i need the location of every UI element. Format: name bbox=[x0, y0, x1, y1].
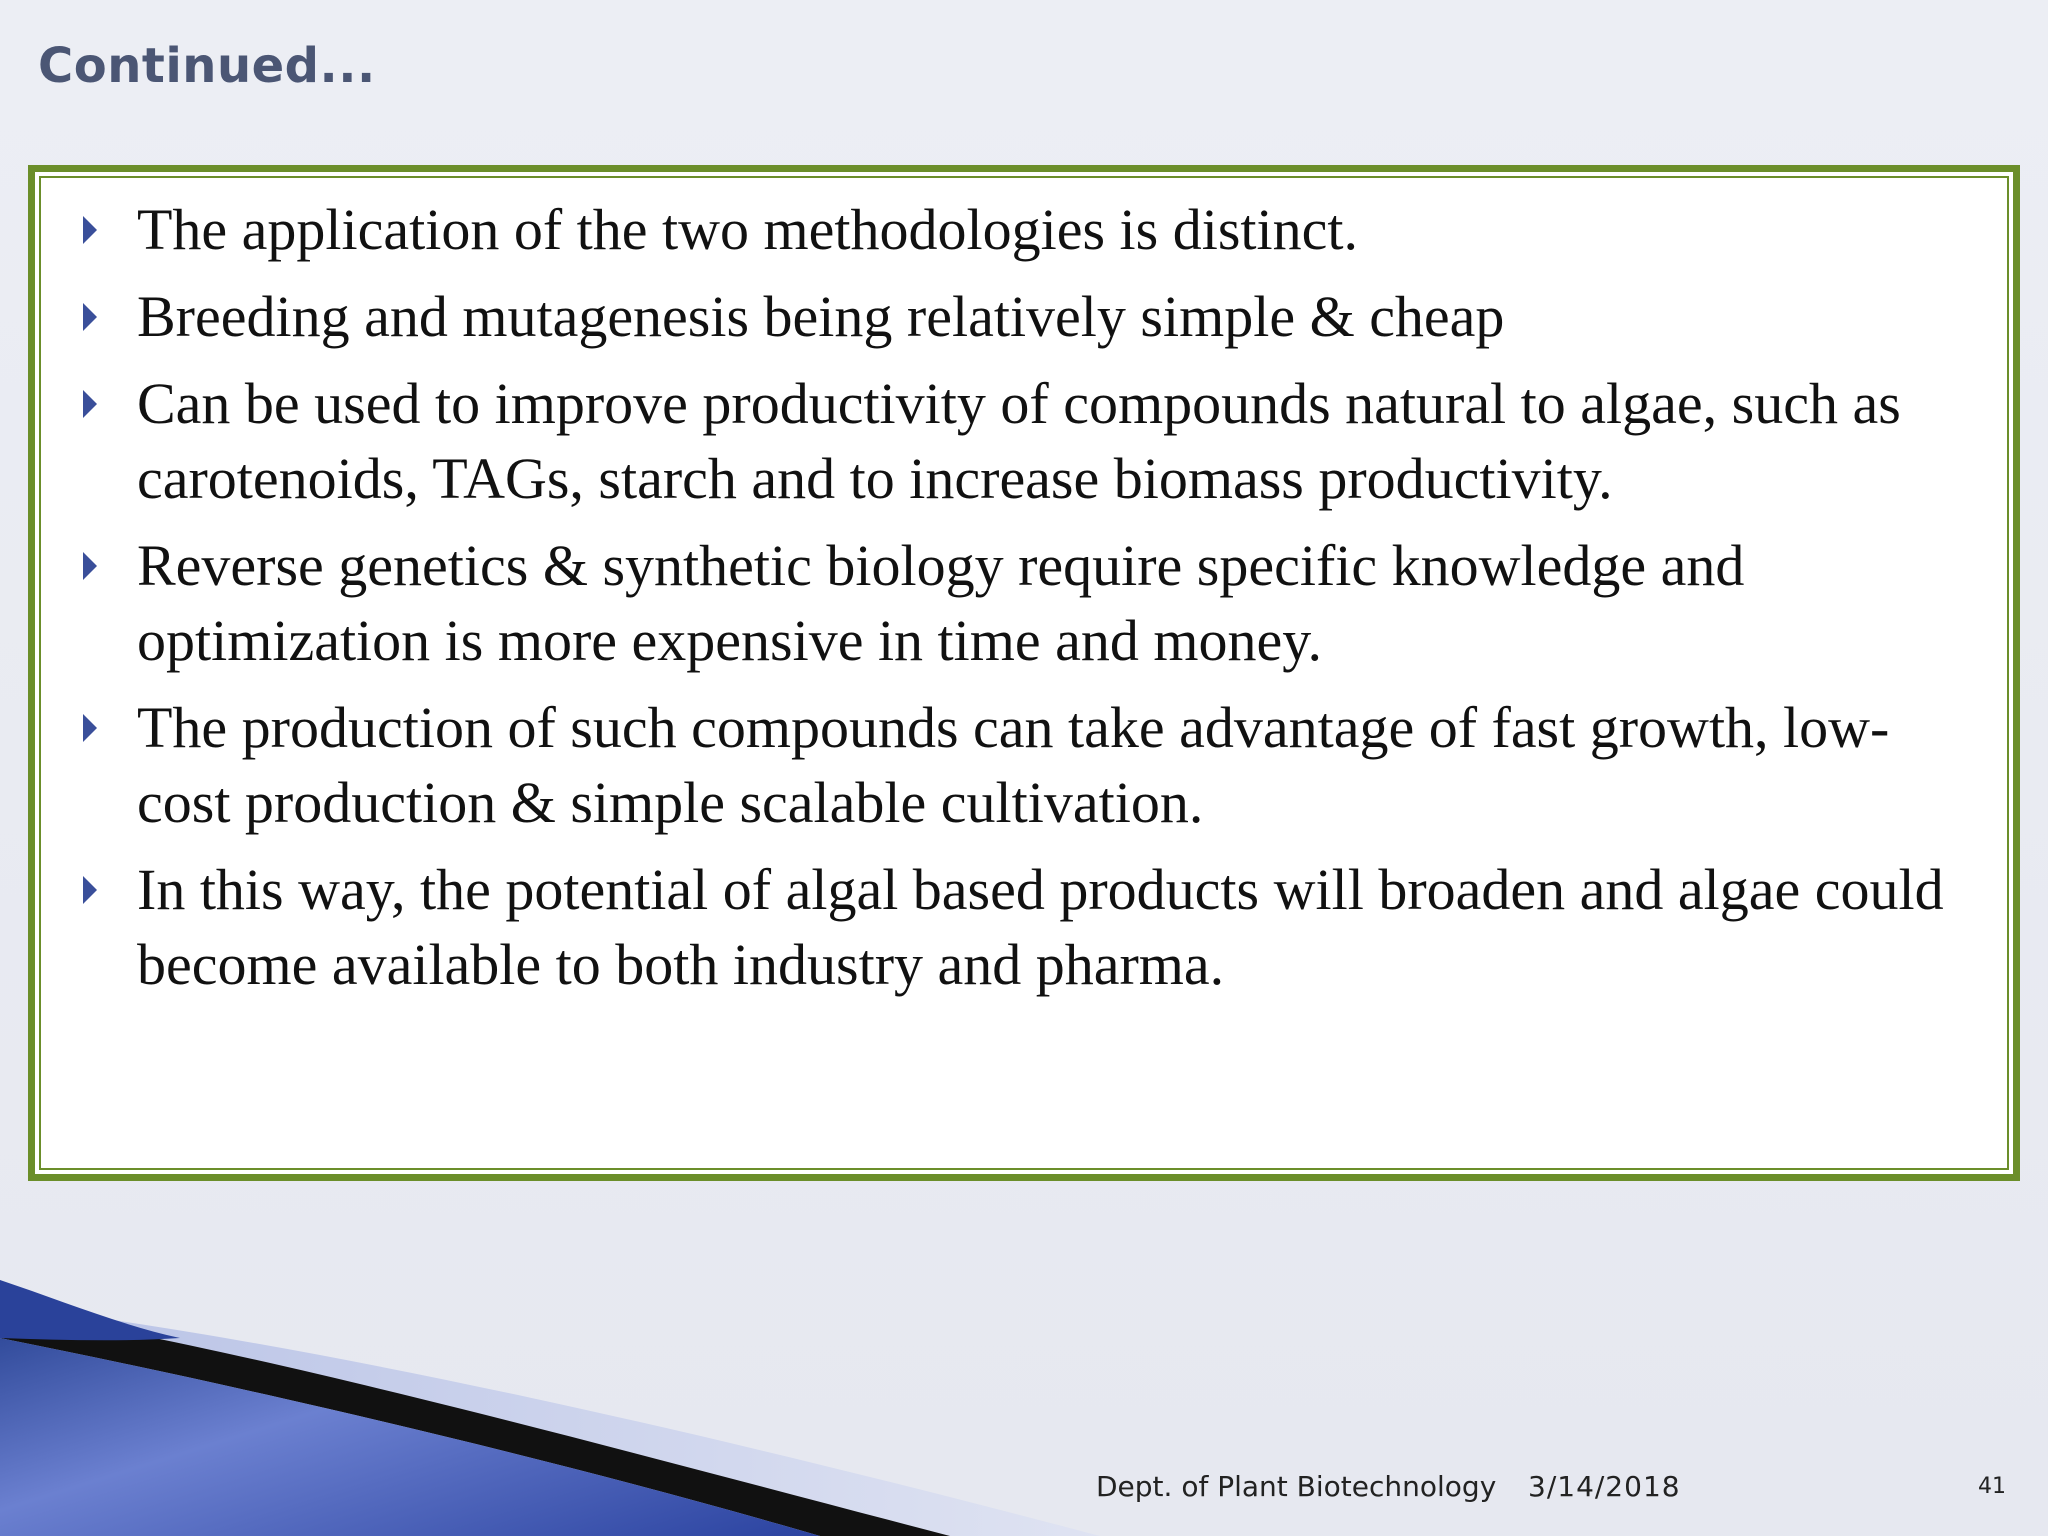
bullet-text: Can be used to improve productivity of compounds natural to algae, such as carotenoids, TAGs, starch and to increase biomass productivity. bbox=[137, 371, 1901, 511]
triangle-bullet-icon bbox=[83, 714, 97, 742]
bullet-text: The application of the two methodologies is distinct. bbox=[137, 197, 1359, 262]
bullet-item bbox=[35, 279, 1973, 354]
content-box bbox=[28, 165, 2020, 1181]
bullet-item bbox=[35, 366, 1973, 516]
bullet-text: Breeding and mutagenesis being relatively simple & cheap bbox=[137, 284, 1505, 349]
triangle-bullet-icon bbox=[83, 303, 97, 331]
footer-date: 3/14/2018 bbox=[1528, 1470, 1681, 1503]
bullet-item bbox=[35, 690, 1973, 840]
bullet-list bbox=[35, 192, 1973, 1014]
bullet-item bbox=[35, 852, 1973, 1002]
bullet-text: Reverse genetics & synthetic biology require specific knowledge and optimization is more expensive in time and money. bbox=[137, 533, 1745, 673]
bullet-item bbox=[35, 192, 1973, 267]
decorative-swoosh bbox=[0, 1280, 2048, 1536]
footer-department: Dept. of Plant Biotechnology bbox=[1096, 1470, 1497, 1503]
triangle-bullet-icon bbox=[83, 216, 97, 244]
triangle-bullet-icon bbox=[83, 552, 97, 580]
bullet-text: In this way, the potential of algal based products will broaden and algae could become available to both industry and pharma. bbox=[137, 857, 1944, 997]
bullet-text: The production of such compounds can take advantage of fast growth, low-cost production & simple scalable cultivation. bbox=[137, 695, 1890, 835]
bullet-item bbox=[35, 528, 1973, 678]
slide-number: 41 bbox=[1978, 1474, 2006, 1499]
triangle-bullet-icon bbox=[83, 876, 97, 904]
triangle-bullet-icon bbox=[83, 390, 97, 418]
slide-title: Continued... bbox=[38, 38, 376, 94]
